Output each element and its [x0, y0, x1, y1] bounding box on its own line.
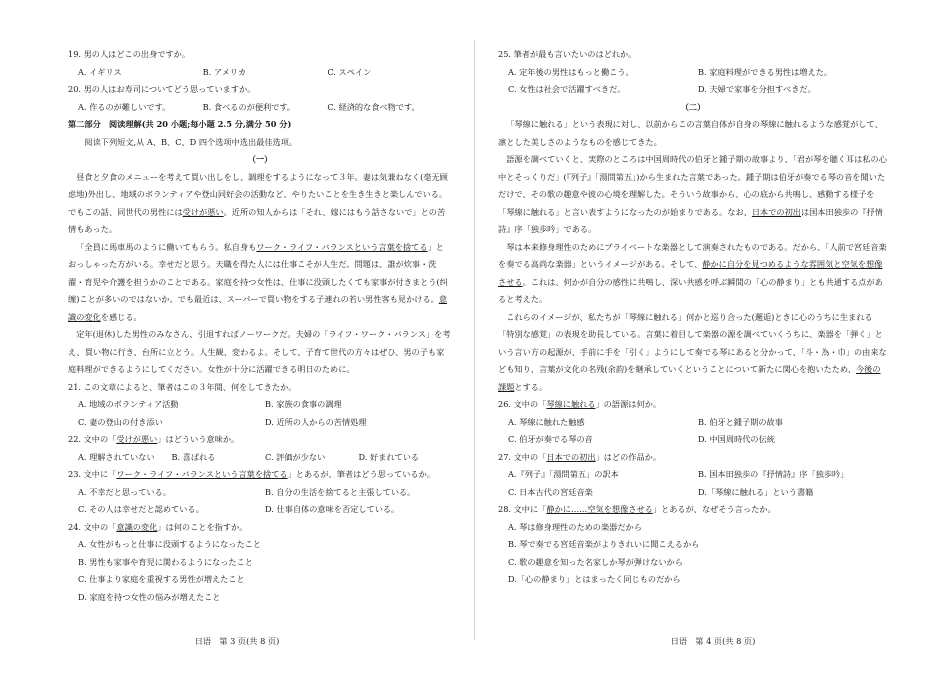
- option-d: D. 近所の人からの苦情処理: [265, 416, 367, 427]
- option-a: A. 理解されていない: [78, 451, 155, 462]
- passage-1-paragraph-3: 定年(退休)した男性のみなさん、引退すればノーワークだ。夫婦の「ライフ・ワーク・バランス」を考え、買い物に行き、台所に立とう。人生観、変わるよ。そして、子育て世代の方々はぜひ、男の子も家庭料理ができるようにしてください。女性が十分に活躍できる明日のために。: [68, 329, 451, 374]
- option-b: B. 自分の生活を捨てると主張している。: [265, 486, 416, 497]
- option-c: C. 歌の趣意を知った名家しか琴が弾けないから: [508, 556, 683, 567]
- option-a: A. 作るのが難しいです。: [78, 101, 171, 112]
- option-b: B. 伯牙と鍾子期の故事: [698, 416, 783, 427]
- question-26-options: [498, 414, 888, 449]
- underlined-phrase: 日本での初出: [751, 206, 801, 217]
- page-divider: [474, 40, 475, 640]
- section-2-heading: 第二部分 阅读理解(共 20 小题;每小题 2.5 分,满分 50 分): [68, 119, 292, 129]
- option-c: C. 妻の登山の付き添い: [78, 416, 163, 427]
- question-27: 27. 文中の「日本での初出」はどの作品か。: [498, 451, 662, 462]
- passage-1-paragraph-2: 「全員に馬車馬のように働いてもらう。私自身もワーク・ライフ・バランスという言葉を捨てる」とおっしゃった方がいる。幸せだと思う。天職を得た人には仕事こそが人生だ。問題は、誰が炊事・洗濯・育児や介護を担うかのことである。家庭を持つ女性は、仕事に没頭したくても家事が付きまとう(纠缠)ことが多いのではないか。でも最近は、スーパーで買い物をする子連れの若い男性客も見かける。意識の変化を感じる。: [68, 241, 448, 322]
- option-d: D. 夫婦で家事を分担すべきだ。: [698, 84, 816, 94]
- passage-2-title: （二）: [680, 101, 706, 112]
- question-20: 20. 男の人はお寿司についてどう思っていますか。: [68, 84, 256, 94]
- option-a: A.『列子』「湯問第五」の訳本: [508, 469, 619, 479]
- question-23-options: [68, 484, 452, 519]
- question-19: 19. 男の人はどこの出身ですか。: [68, 49, 191, 59]
- question-22: 22. 文中の「受けが悪い」はどういう意味か。: [68, 434, 240, 444]
- page-3-content: [68, 46, 452, 606]
- option-b: B. 琴で奏でる宮廷音楽がよりきれいに聞こえるから: [508, 539, 700, 549]
- question-22-options: [68, 449, 452, 467]
- underlined-phrase: 受けが悪い: [182, 206, 224, 217]
- question-19-options: [68, 64, 452, 82]
- option-a: A. イギリス: [78, 66, 122, 77]
- question-27-options: [498, 466, 888, 501]
- option-b: B. 食べるのが便利です。: [202, 101, 296, 112]
- option-c: C. その人は幸せだと認めている。: [78, 504, 204, 514]
- question-24: 24. 文中の「意識の変化」は何のことを指すか。: [68, 521, 248, 532]
- option-a: A. 不幸だと思っている。: [78, 486, 171, 497]
- option-d: D. 仕事自体の意味を否定している。: [265, 504, 400, 514]
- option-c: C. スペイン: [327, 66, 372, 77]
- underlined-phrase: 静かに自分を見つめるような雰囲気と空気を想像させる: [498, 259, 883, 287]
- option-d: D. 中国周時代の伝統: [698, 434, 775, 444]
- option-d: D.「琴線に触れる」という書籍: [698, 486, 814, 497]
- option-c: C. 仕事より家庭を重視する男性が増えたこと: [78, 574, 245, 584]
- question-23: 23. 文中に「ワーク・ライフ・バランスという言葉を捨てる」とあるが、筆者はどう思っているか。: [68, 469, 435, 479]
- question-26: 26. 文中の「琴線に触れる」の語源は何か。: [498, 399, 662, 409]
- option-d: D. 好まれている: [358, 451, 420, 462]
- option-b: B. 喜ばれる: [171, 451, 216, 462]
- question-25: 25. 筆者が最も言いたいのはどれか。: [498, 49, 637, 59]
- question-25-options: [498, 64, 888, 99]
- option-a: A. 琴は修身理性のための楽器だから: [508, 521, 642, 532]
- question-21-options: [68, 396, 452, 431]
- option-b: B. 家庭料理ができる男性は増えた。: [698, 66, 833, 77]
- option-a: A. 女性がもっと仕事に没頭するようになったこと: [78, 539, 262, 549]
- passage-2-paragraph-4: これらのイメージが、私たちが「琴線に触れる」何かと巡り合った(邂逅)ときに心のうちに生まれる「特別な感覚」の表現を助長している。言葉に着目して楽器の源を調べていくうちに、楽器を「弾く」という言い方の起源が、手前に手を「引く」ようにして奏でる琴にあると分かって、「斗・為・巾」の由来なども知り、言葉が文化の名残(余韵)を継承していくということについて新たに関心を抱いたため、今後の課題とする。: [498, 311, 887, 392]
- question-28: 28. 文中に「静かに……空気を想像させる」とあるが、なぜそう言ったか。: [498, 504, 776, 514]
- option-c: C. 評価が少ない: [265, 451, 326, 462]
- option-c: C. 日本古代の宮廷音楽: [508, 486, 593, 497]
- option-a: A. 琴線に触れた触感: [508, 416, 585, 427]
- passage-2-paragraph-1: 「琴線に触れる」という表現に対し、以前からこの言葉自体が自身の琴線に触れるような感覚がして、凛とした美しさのようなものを感じてきた。: [498, 119, 883, 147]
- option-a: A. 地域のボランティア活動: [78, 399, 179, 409]
- option-d: D.「心の静まり」とはまったく同じものだから: [508, 574, 681, 584]
- option-c: C. 伯牙が奏でる琴の音: [508, 434, 593, 444]
- underlined-phrase: 意識の変化: [68, 294, 448, 322]
- passage-2-paragraph-3: 琴は本来修身理性のためにプライベートな楽器として演奏されたものである。だから、「人前で宮廷音楽を奏でる高尚な楽器」というイメージがある。そして、静かに自分を見つめるような雰囲気と空気を想像させる。これは、何かが自分の感性に共鳴し、深い共感を呼ぶ瞬間の「心の静まり」とも共通する点があると考えた。: [498, 241, 887, 304]
- option-b: B. 男性も家事や育児に関わるようになったこと: [78, 556, 253, 567]
- option-b: B. 国本田独歩の『抒情詩』序「独歩吟」: [698, 469, 849, 479]
- question-20-options: [68, 99, 452, 117]
- option-c: C. 経済的な食べ物です。: [327, 101, 420, 112]
- page-4-content: [498, 46, 888, 589]
- option-c: C. 女性は社会で活躍すべきだ。: [508, 84, 626, 94]
- option-d: D. 家庭を持つ女性の悩みが増えたこと: [78, 591, 221, 602]
- underlined-phrase: 今後の課題: [498, 364, 881, 392]
- underlined-phrase: ワーク・ライフ・バランスという言葉を捨てる: [256, 241, 428, 252]
- page-3: [0, 0, 474, 688]
- question-21: 21. この文章によると、筆者はこの３年間、何をしてきたか。: [68, 381, 297, 392]
- option-a: A. 定年後の男性はもっと働こう。: [508, 66, 634, 77]
- passage-1-title: （一）: [247, 154, 273, 164]
- page-4: [476, 0, 950, 688]
- page-3-footer: 日语 第 3 页(共 8 页): [194, 636, 280, 646]
- passage-1-paragraph-1: 昼食と夕食のメニューを考えて買い出しをし、調理をするようになって３年。妻は気兼ねなく(毫无顾虑地)外出し、地域のボランティアや登山同好会の活動など、やりたいことを生き生きと楽しんでいる。でもこの話、同世代の男性には受けが悪い。近所の知人からは「それ、嫁にはもう話さないで」との苦情もあった。: [68, 171, 448, 234]
- option-b: B. 家族の食事の調理: [265, 399, 342, 409]
- page-4-footer: 日语 第 4 页(共 8 页): [670, 636, 756, 646]
- passage-2-paragraph-2: 語源を調べていくと、実際のところは中国周時代の伯牙と鍾子期の故事より、「君が琴を聴く耳は私の心中とそっくりだ」(『列子』「湯問第五」)から生まれた言葉であった。鍾子期は伯牙が奏でる琴の音を聞いただけで、その歌の趣意や彼の心境を理解した。そういう故事から、心の底から共鳴し、感動する様子を「琴線に触れる」と言い表すようになったのが始まりである。なお、日本での初出は国本田独歩の『抒情詩』序「独歩吟」である。: [498, 154, 887, 234]
- reading-instruction: 阅读下列短文,从 A、B、C、D 四个选项中选出最佳选项。: [84, 136, 298, 147]
- option-b: B. アメリカ: [202, 66, 247, 77]
